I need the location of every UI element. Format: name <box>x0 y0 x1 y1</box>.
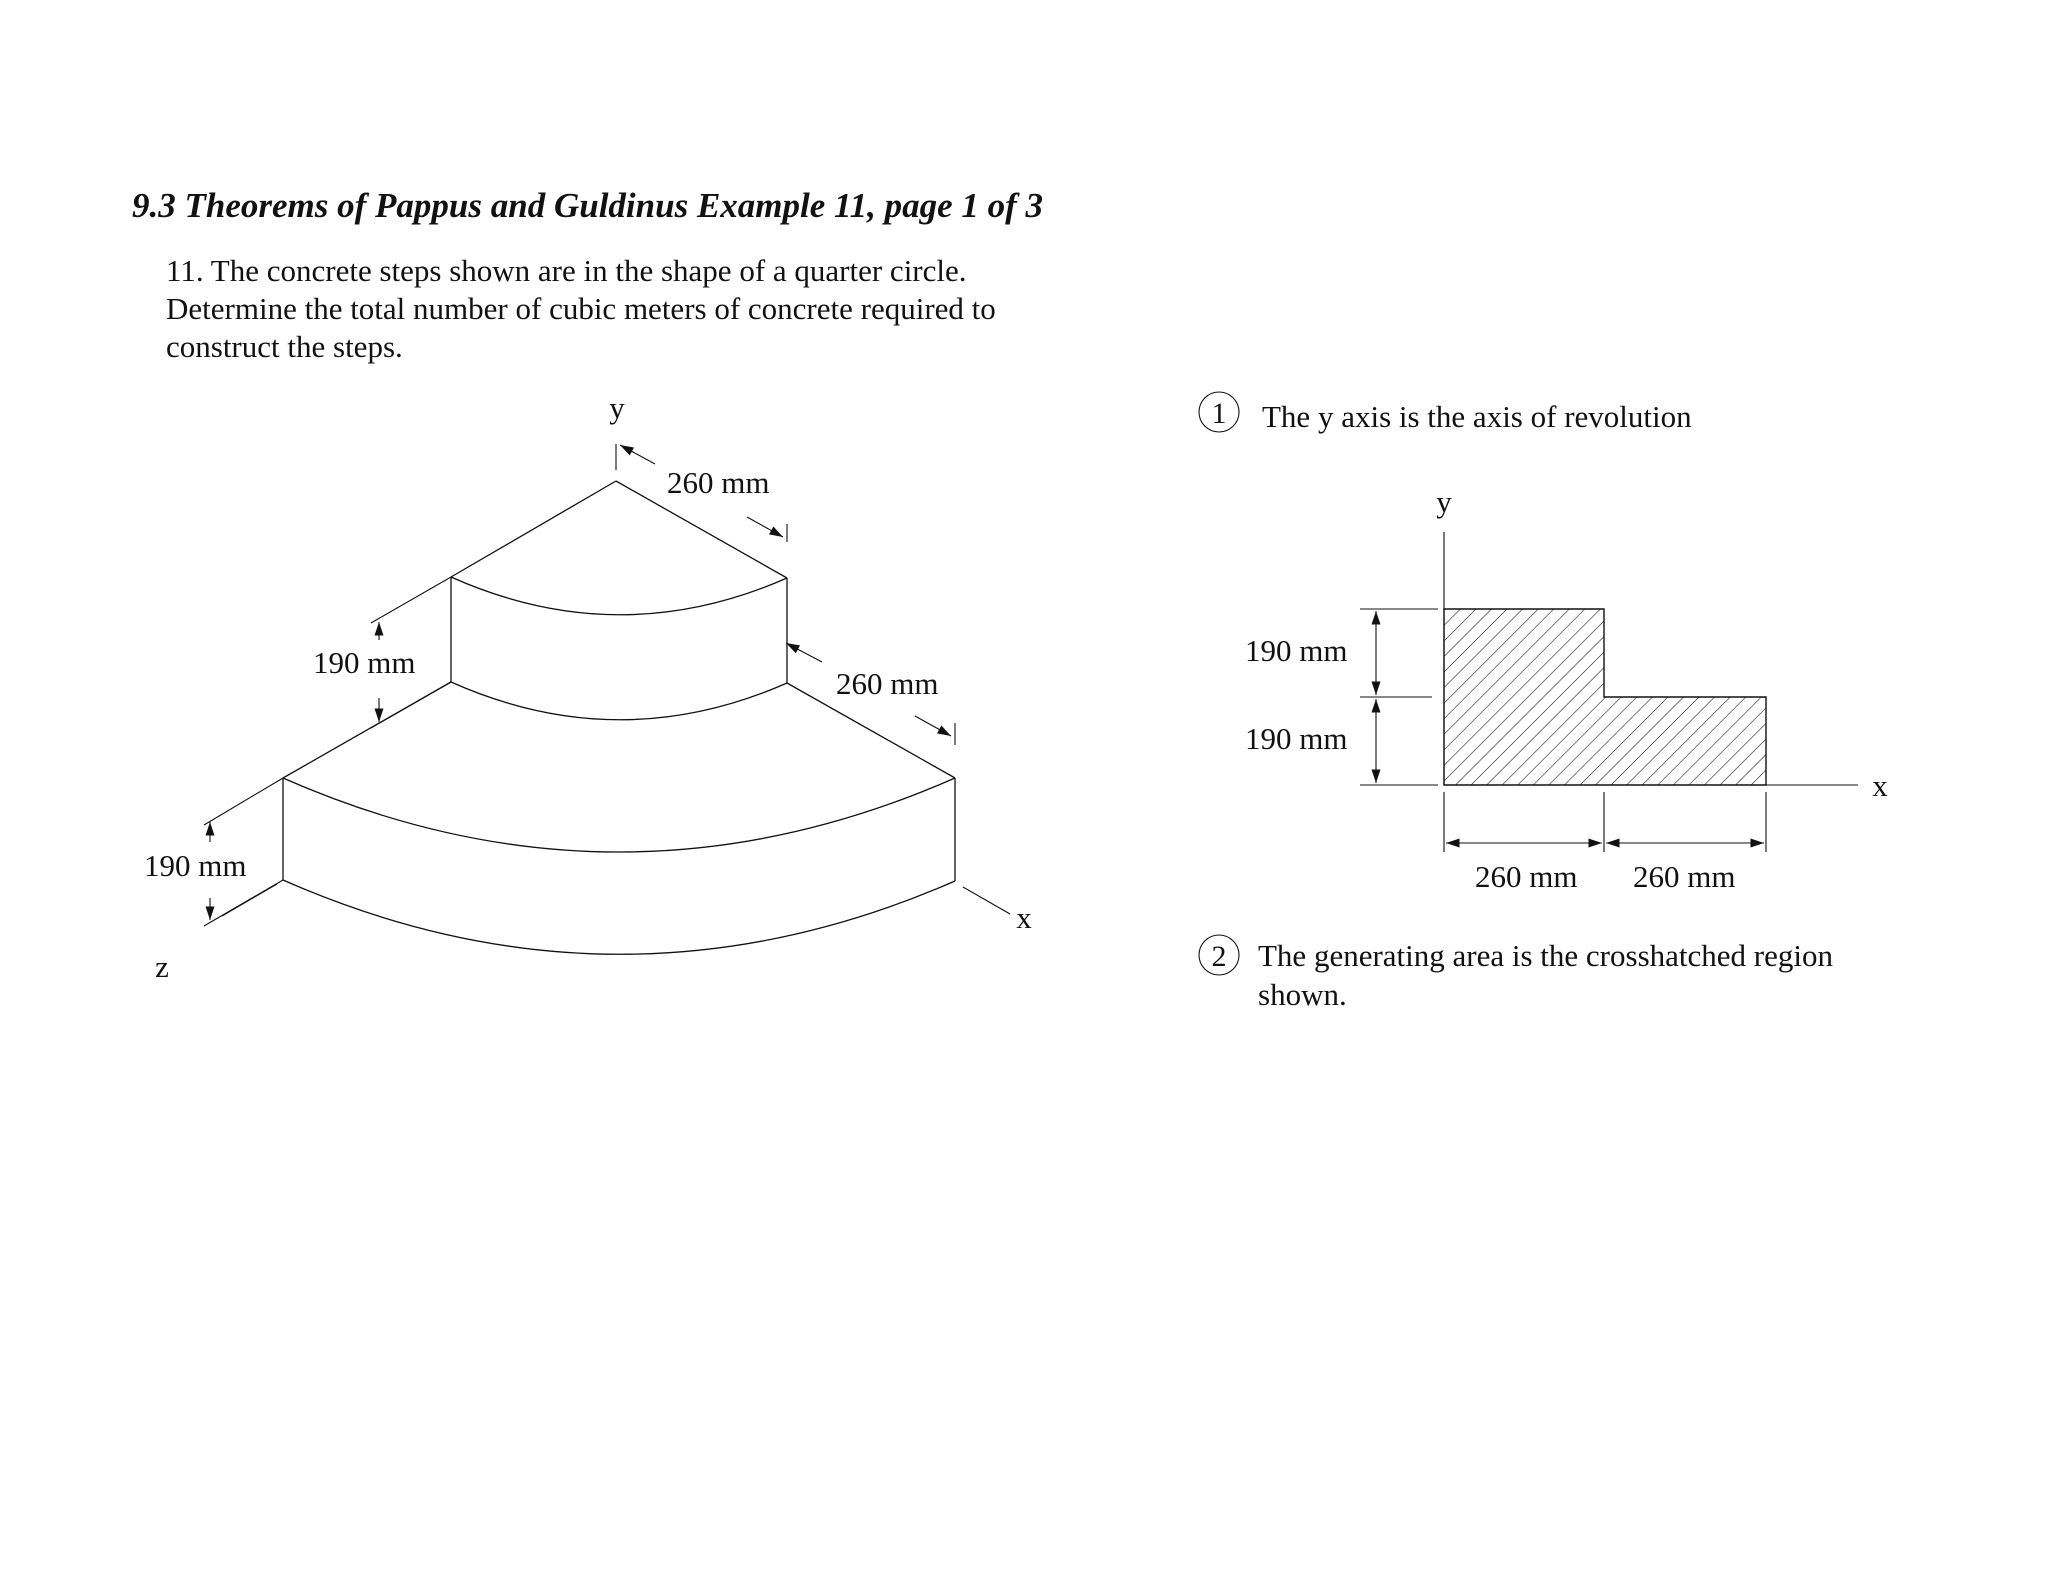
note-1 <box>1199 392 1692 434</box>
top-radius-arrow-start <box>620 445 655 464</box>
section-axis-label-x: x <box>1872 768 1888 803</box>
note-text: The y axis is the axis of revolution <box>1262 399 1692 434</box>
lower-step-bottom-arc <box>283 880 955 954</box>
dim-step-depth: 260 mm <box>836 666 939 701</box>
cross-section-figure <box>1245 484 1888 894</box>
axis-label-y: y <box>609 390 625 425</box>
section-dim-upper-height: 190 mm <box>1245 633 1348 668</box>
isometric-steps-figure <box>144 390 1032 984</box>
section-axis-label-y: y <box>1436 484 1452 519</box>
note-number: 1 <box>1211 397 1227 430</box>
dim-lower-height: 190 mm <box>144 848 247 883</box>
step-depth-arrow-end <box>915 716 951 736</box>
axis-label-z: z <box>155 949 169 984</box>
problem-line: 11. The concrete steps shown are in the shape of a quarter circle. <box>166 253 967 288</box>
z-axis-line <box>222 884 277 916</box>
page-title: 9.3 Theorems of Pappus and Guldinus Example 11, page 1 of 3 <box>132 186 1044 225</box>
section-dim-inner-width: 260 mm <box>1475 859 1578 894</box>
lower-height-ext-top <box>204 778 283 825</box>
problem-line: Determine the total number of cubic meters of concrete required to <box>166 291 996 326</box>
note-text: shown. <box>1258 977 1347 1012</box>
generating-area-hatched <box>1444 609 1766 785</box>
step-depth-arrow-start <box>786 643 822 662</box>
note-number: 2 <box>1211 940 1227 973</box>
top-radius-arrow-end <box>747 517 783 537</box>
note-text: The generating area is the crosshatched region <box>1258 938 1833 973</box>
section-dim-outer-width: 260 mm <box>1633 859 1736 894</box>
dim-upper-height: 190 mm <box>313 645 416 680</box>
x-axis-line <box>963 887 1010 914</box>
section-dim-lower-height: 190 mm <box>1245 721 1348 756</box>
upper-height-ext-bottom <box>371 682 451 728</box>
top-step-edge-z <box>451 481 616 577</box>
axis-label-x: x <box>1016 900 1032 935</box>
note-2 <box>1199 935 1833 1012</box>
upper-height-ext-top <box>371 577 451 623</box>
lower-step-top-arc <box>283 778 955 852</box>
top-step-top-arc <box>451 577 787 615</box>
dim-top-radius: 260 mm <box>667 465 770 500</box>
problem-line: construct the steps. <box>166 329 403 364</box>
top-step-bottom-arc <box>451 682 787 720</box>
